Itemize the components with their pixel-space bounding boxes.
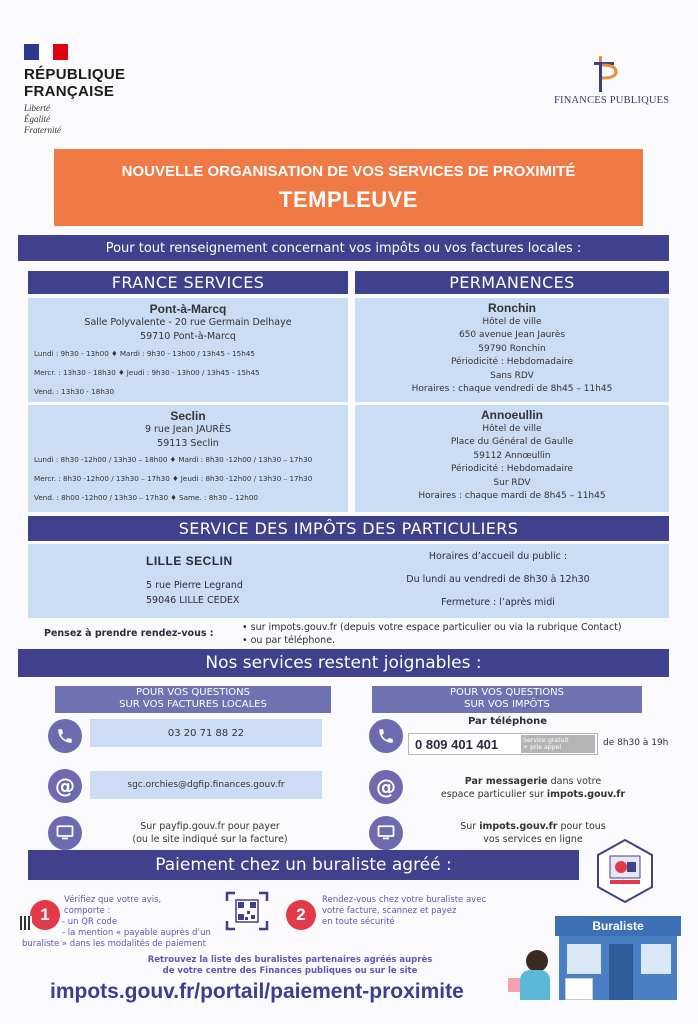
site-line: Périodicité : Hebdomadaire	[450, 464, 574, 474]
france-services-pont-a-marcq	[28, 298, 348, 402]
step-1-text: Vérifiez que votre avis, comporte : - un QR code - la mention « payable auprès d’un buraliste » dans les modalités de paiement	[22, 895, 211, 949]
step-2-number: 2	[286, 900, 316, 930]
customer-bag-icon	[508, 978, 520, 992]
site-line: Hôtel de ville	[482, 423, 542, 434]
site-hours: Vend. : 8h00 -12h00 / 13h30 – 17h30 ♦ Same. : 8h30 – 12h00	[34, 493, 258, 502]
permanence-ronchin	[355, 298, 669, 402]
site-line: Périodicité : Hebdomadaire	[450, 357, 574, 367]
site-city: 59710 Pont-à-Marcq	[140, 331, 236, 342]
impots-phone-number: 0 809 401 401	[415, 736, 499, 752]
factures-header: POUR VOS QUESTIONS SUR VOS FACTURES LOCALES	[55, 686, 331, 713]
sip-hours-title: Horaires d’accueil du public :	[428, 551, 568, 562]
computer-icon	[48, 816, 82, 850]
rdv-label: Pensez à prendre rendez-vous :	[44, 628, 214, 639]
impots-phone-label: Par téléphone	[468, 716, 548, 727]
banner-subtitle: NOUVELLE ORGANISATION DE VOS SERVICES DE PROXIMITÉ	[121, 163, 576, 180]
sip-hours-value: Du lundi au vendredi de 8h30 à 12h30	[406, 574, 590, 585]
site-hours: Horaires : chaque vendredi de 8h45 – 11h45	[411, 384, 613, 394]
finances-publiques-logo-icon	[590, 56, 620, 92]
republic-motto: Liberté Égalité Fraternité	[24, 103, 61, 135]
sip-box	[28, 544, 669, 618]
customer-body-icon	[520, 970, 550, 1000]
email-at-icon: @	[48, 769, 82, 803]
shop-mini-badge-icon	[565, 978, 593, 1000]
banner-city: TEMPLEUVE	[279, 187, 418, 212]
customer-head-icon	[526, 950, 548, 972]
impots-header: POUR VOS QUESTIONS SUR VOS IMPÔTS	[372, 686, 642, 713]
site-city: 59113 Seclin	[157, 438, 219, 449]
step-1-number: 1	[30, 900, 60, 930]
permanences-header: PERMANENCES	[355, 271, 669, 294]
paiement-proximite-url[interactable]: impots.gouv.fr/portail/paiement-proximite	[50, 980, 464, 1003]
rdv-options	[242, 621, 622, 647]
factures-web: Sur payfip.gouv.fr pour payer (ou le site indiqué sur la facture)	[132, 821, 288, 845]
site-line: Sur RDV	[493, 477, 531, 488]
sip-address	[146, 578, 243, 608]
sip-header: SERVICE DES IMPÔTS DES PARTICULIERS	[28, 516, 669, 541]
site-name: Annoeullin	[481, 408, 543, 422]
site-line: 650 avenue Jean Jaurès	[458, 330, 566, 340]
impots-messagerie: Par messagerie dans votre espace particulier sur impots.gouv.fr	[440, 776, 626, 800]
site-line: 59112 Annœullin	[473, 450, 551, 461]
factures-email: sgc.orchies@dgfip.finances.gouv.fr	[90, 771, 322, 799]
email-at-icon: @	[369, 770, 403, 804]
impots-phone-hours: de 8h30 à 19h	[603, 738, 669, 748]
sip-street: 5 rue Pierre Legrand	[146, 580, 243, 591]
shop-sign: Buraliste	[555, 916, 681, 936]
finances-publiques-label: FINANCES PUBLIQUES	[554, 95, 670, 106]
site-hours: Mercr. : 13h30 - 18h30 ♦ Jeudi : 9h30 - 13h00 / 13h45 - 15h45	[34, 368, 260, 377]
phone-icon	[369, 719, 403, 753]
factures-phone: 03 20 71 88 22	[90, 719, 322, 747]
buraliste-shop-illustration	[555, 916, 681, 1000]
site-hours: Lundi : 8h30 -12h00 / 13h30 – 18h00 ♦ Mardi : 8h30 -12h00 / 13h30 – 17h30	[34, 455, 313, 464]
paiement-proximite-badge-icon	[596, 838, 654, 904]
site-line: Hôtel de ville	[482, 316, 542, 327]
computer-icon	[369, 816, 403, 850]
info-band: Pour tout renseignement concernant vos impôts ou vos factures locales :	[18, 235, 669, 261]
site-address: Salle Polyvalente - 20 rue Germain Delhaye	[84, 317, 292, 328]
impots-phone-box	[408, 733, 598, 755]
france-services-seclin	[28, 405, 348, 512]
site-address: 9 rue Jean JAURÈS	[144, 424, 232, 435]
buraliste-find-text: Retrouvez la liste des buralistes partenaires agréés auprès de votre centre des Finances publiques ou sur le site	[147, 955, 433, 976]
republique-francaise-title: RÉPUBLIQUE FRANÇAISE	[24, 66, 126, 100]
site-line: 59790 Ronchin	[478, 343, 546, 354]
site-hours: Lundi : 9h30 - 13h00 ♦ Mardi : 9h30 - 13h00 / 13h45 - 15h45	[34, 349, 255, 358]
sip-closure: Fermeture : l’après midi	[441, 597, 555, 608]
buraliste-band: Paiement chez un buraliste agréé :	[28, 850, 579, 880]
site-name: Seclin	[170, 409, 206, 423]
impots-web: Sur impots.gouv.fr pour tous vos services en ligne	[460, 821, 606, 845]
sip-name: LILLE SECLIN	[146, 554, 233, 568]
service-gratuit-tag: Service gratuit + prix appel	[521, 735, 595, 753]
title-banner	[54, 149, 643, 226]
qr-scan-icon	[225, 891, 269, 931]
step-2-text: Rendez-vous chez votre buraliste avec votre facture, scannez et payez en toute sécurité	[322, 895, 487, 927]
site-hours: Vend. : 13h30 - 18h30	[34, 387, 115, 396]
site-line: Place du Général de Gaulle	[450, 437, 574, 447]
joignables-band: Nos services restent joignables :	[18, 649, 669, 677]
site-name: Ronchin	[488, 301, 536, 315]
rdv-option-phone: • ou par téléphone.	[242, 635, 336, 646]
france-services-header: FRANCE SERVICES	[28, 271, 348, 294]
sip-city: 59046 LILLE CEDEX	[146, 595, 240, 606]
site-name: Pont-à-Marcq	[149, 302, 227, 316]
rdv-option-online: • sur impots.gouv.fr (depuis votre espace particulier ou via la rubrique Contact)	[242, 622, 622, 633]
site-line: Sans RDV	[490, 370, 534, 381]
permanence-annoeullin	[355, 405, 669, 512]
phone-icon	[48, 719, 82, 753]
french-flag-logo	[24, 44, 68, 60]
sip-hours	[388, 550, 608, 610]
site-hours: Horaires : chaque mardi de 8h45 – 11h45	[418, 491, 606, 501]
site-hours: Mercr. : 8h30 -12h00 / 13h30 – 17h30 ♦ Jeudi : 8h30 -12h00 / 13h30 – 17h30	[34, 474, 313, 483]
